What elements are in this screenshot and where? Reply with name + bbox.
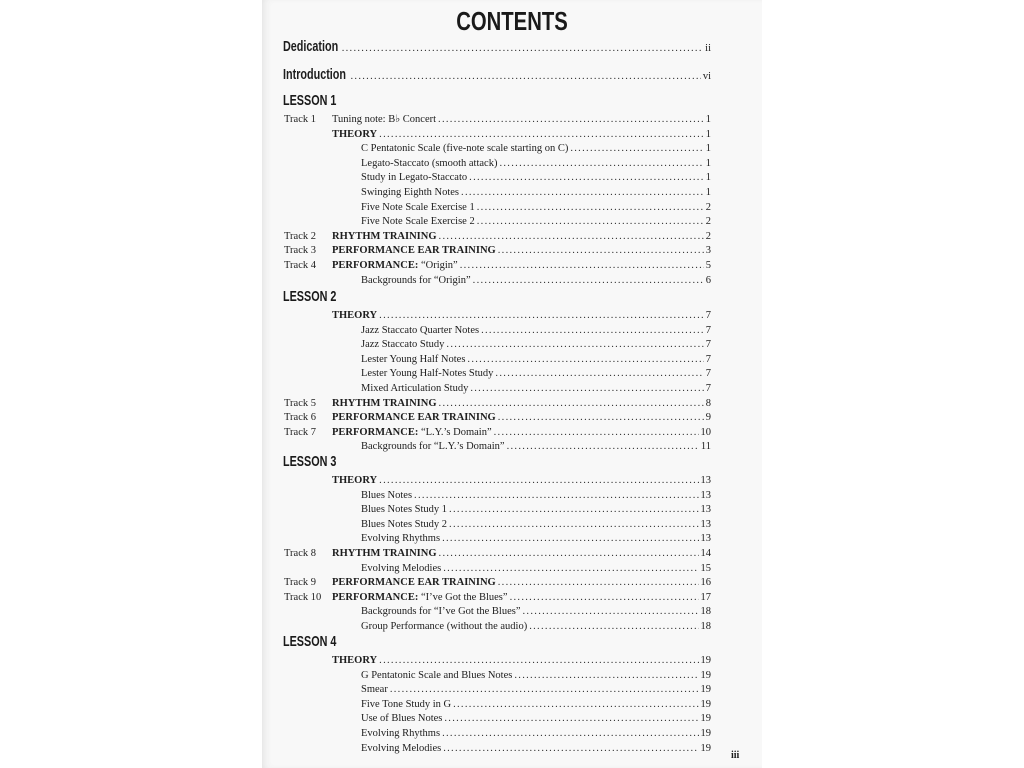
toc-entry-page: 18 (700, 606, 711, 618)
toc-entry-title (361, 201, 475, 215)
toc-entry-label: Five Note Scale Exercise 1 (361, 201, 475, 213)
toc-entry-page: 16 (700, 577, 711, 589)
leader-dots (439, 397, 704, 411)
toc-entry-label: “L.Y.’s Domain” (418, 426, 492, 438)
toc-entry-page: vi (702, 71, 711, 82)
lesson-heading: LESSON 2 (283, 288, 337, 305)
toc-entry-section: THEORY (332, 128, 378, 140)
toc-entry-title (361, 186, 459, 200)
toc-entry[interactable] (361, 186, 711, 200)
toc-entry-page: 14 (700, 548, 711, 559)
toc-entry[interactable] (361, 274, 711, 288)
toc-entry-title (332, 309, 377, 323)
toc-entry[interactable] (332, 259, 711, 273)
toc-entry-section: THEORY (332, 475, 378, 486)
toc-entry[interactable] (332, 244, 711, 258)
toc-entry-title (361, 215, 475, 229)
toc-entry-title (361, 562, 441, 576)
leader-dots (510, 591, 699, 605)
toc-entry-label: Lester Young Half-Notes Study (361, 368, 494, 380)
toc-entry-label: Blues Notes Study 2 (361, 518, 448, 530)
toc-entry-label: C Pentatonic Scale (five-note scale starting on C) (361, 143, 569, 155)
toc-entry[interactable] (361, 683, 711, 697)
toc-entry[interactable] (361, 338, 711, 352)
toc-entry-page: 3 (705, 245, 711, 257)
leader-dots (473, 274, 704, 288)
toc-entry-title (332, 230, 437, 244)
track-label: Track 8 (284, 548, 316, 559)
toc-entry-page: 7 (705, 368, 711, 380)
toc-entry[interactable] (332, 426, 711, 440)
toc-entry-page: 10 (700, 426, 711, 438)
toc-entry-title (332, 474, 377, 488)
leader-dots (477, 201, 704, 215)
toc-entry-label: Evolving Rhythms (361, 533, 441, 545)
toc-entry-label: Evolving Melodies (361, 742, 442, 754)
toc-entry-section: RHYTHM TRAINING (332, 230, 437, 242)
toc-entry-dedication[interactable] (283, 40, 711, 54)
leader-dots (498, 411, 704, 425)
toc-entry-title (361, 605, 521, 619)
toc-entry-label: Mixed Articulation Study (361, 383, 469, 394)
toc-entry-page: 19 (700, 728, 711, 739)
toc-entry-page: 19 (700, 713, 711, 725)
toc-entry[interactable] (361, 518, 711, 532)
leader-dots (570, 142, 703, 156)
toc-entry-page: 19 (700, 698, 711, 710)
toc-entry-title (361, 712, 442, 726)
page-title: CONTENTS (456, 6, 568, 36)
toc-entry-label: Tuning note: B♭ Concert (332, 114, 437, 125)
toc-entry[interactable] (361, 201, 711, 215)
toc-entry-title (361, 620, 527, 634)
leader-dots (529, 620, 698, 634)
toc-entry-title (332, 654, 377, 668)
leader-dots (453, 698, 698, 712)
toc-entry-page: 19 (700, 742, 711, 754)
track-label: Track 10 (284, 591, 322, 603)
toc-entry-label: Swinging Eighth Notes (361, 187, 460, 198)
leader-dots (350, 70, 700, 84)
leader-dots (443, 742, 698, 756)
toc-entry-title (361, 489, 412, 503)
toc-entry[interactable] (361, 382, 711, 396)
toc-entry[interactable] (361, 620, 711, 634)
toc-entry[interactable] (361, 742, 711, 756)
toc-entry-page: 9 (705, 412, 711, 424)
toc-entry-page: 6 (705, 274, 711, 286)
leader-dots (439, 230, 704, 244)
toc-entry-page: 13 (700, 518, 711, 530)
toc-entry[interactable] (361, 489, 711, 503)
toc-entry-title (361, 142, 568, 156)
toc-entry[interactable] (361, 324, 711, 338)
toc-entry-page: 1 (705, 143, 711, 155)
leader-dots (470, 382, 703, 396)
toc-entry-page: 11 (700, 441, 711, 453)
leader-dots (498, 576, 699, 590)
leader-dots (507, 440, 699, 454)
leader-dots (443, 562, 698, 576)
toc-entry-section: PERFORMANCE EAR TRAINING (332, 577, 496, 589)
track-label: Track 3 (284, 245, 316, 257)
toc-entry-label: Backgrounds for “L.Y.’s Domain” (361, 441, 505, 453)
toc-entry-label: “Origin” (418, 260, 458, 271)
toc-entry[interactable] (361, 367, 711, 381)
leader-dots (379, 128, 704, 142)
toc-entry-page: 2 (705, 230, 711, 242)
toc-entry-title (361, 157, 497, 171)
leader-dots (461, 186, 704, 200)
toc-entry-page: 1 (705, 187, 711, 198)
toc-entry-page: 7 (705, 310, 711, 321)
toc-entry-label: G Pentatonic Scale and Blues Notes (361, 669, 513, 681)
toc-entry-label: Five Note Scale Exercise 2 (361, 216, 475, 228)
toc-entry-title (332, 576, 496, 590)
toc-entry[interactable] (361, 142, 711, 156)
toc-entry-label: Legato-Staccato (smooth attack) (361, 157, 498, 169)
leader-dots (390, 683, 699, 697)
leader-dots (514, 669, 698, 683)
toc-entry-page: ii (705, 43, 711, 54)
toc-entry-page: 8 (705, 397, 711, 409)
lesson-heading: LESSON 1 (283, 92, 337, 109)
toc-entry[interactable] (332, 230, 711, 244)
toc-entry[interactable] (332, 309, 711, 323)
toc-entry-section: PERFORMANCE: (332, 591, 419, 603)
leader-dots (342, 42, 703, 56)
toc-entry-title (361, 727, 440, 741)
leader-dots (439, 547, 699, 561)
toc-entry-section: PERFORMANCE EAR TRAINING (332, 412, 496, 424)
toc-entry[interactable] (361, 171, 711, 185)
toc-entry[interactable] (361, 157, 711, 171)
toc-entry[interactable] (332, 591, 711, 605)
toc-entry-title (361, 518, 447, 532)
toc-entry[interactable] (361, 503, 711, 517)
toc-entry-title (361, 742, 441, 756)
toc-entry-title (361, 338, 444, 352)
lesson-heading: LESSON 3 (283, 453, 337, 470)
toc-entry-title (332, 426, 492, 440)
toc-entry-page: 17 (700, 591, 711, 603)
toc-entry[interactable] (361, 669, 711, 683)
toc-entry-page: 1 (705, 114, 711, 125)
toc-entry-page: 13 (700, 489, 711, 501)
leader-dots (499, 157, 703, 171)
track-label: Track 2 (284, 230, 316, 242)
toc-entry-label: Study in Legato-Staccato (361, 172, 468, 184)
track-label: Track 4 (284, 260, 316, 271)
leader-dots (379, 474, 698, 488)
toc-entry-title (361, 532, 440, 546)
toc-entry-title (332, 397, 437, 411)
toc-entry-title (361, 324, 479, 338)
toc-entry[interactable] (332, 576, 711, 590)
leader-dots (494, 426, 699, 440)
toc-entry-label: Jazz Staccato Quarter Notes (361, 324, 480, 336)
leader-dots (449, 518, 698, 532)
track-label: Track 9 (284, 577, 316, 589)
toc-entry-label: Jazz Staccato Study (361, 339, 445, 351)
toc-entry[interactable] (361, 727, 711, 741)
track-label: Track 1 (284, 114, 316, 125)
toc-entry[interactable] (332, 397, 711, 411)
toc-entry-page: 1 (705, 157, 711, 169)
toc-entry[interactable] (332, 474, 711, 488)
toc-entry[interactable] (332, 547, 711, 561)
leader-dots (446, 338, 703, 352)
leader-dots (460, 259, 704, 273)
toc-entry[interactable] (361, 532, 711, 546)
toc-entry-label: “I’ve Got the Blues” (418, 591, 508, 603)
toc-entry-section: THEORY (332, 310, 378, 321)
toc-entry[interactable] (332, 654, 711, 668)
toc-entry-section: RHYTHM TRAINING (332, 548, 437, 559)
leader-dots (498, 244, 704, 258)
toc-entry-label: Evolving Melodies (361, 562, 442, 574)
toc-entry-label: Lester Young Half Notes (361, 353, 466, 365)
toc-entry-label: Backgrounds for “Origin” (361, 274, 471, 286)
toc-entry-title (332, 259, 458, 273)
toc-entry-page: 1 (705, 128, 711, 140)
toc-entry-label: Backgrounds for “I’ve Got the Blues” (361, 606, 521, 618)
toc-entry-page: 19 (700, 655, 711, 666)
toc-entry-label: Five Tone Study in G (361, 698, 452, 710)
leader-dots (495, 367, 703, 381)
toc-entry-label: Introduction (283, 66, 346, 83)
track-label: Track 6 (284, 412, 316, 424)
toc-entry-page: 2 (705, 216, 711, 228)
toc-entry[interactable] (332, 128, 711, 142)
toc-entry[interactable] (361, 215, 711, 229)
toc-entry-section: PERFORMANCE: (332, 260, 419, 271)
toc-entry-page: 7 (705, 339, 711, 351)
toc-entry-page: 7 (705, 353, 711, 365)
leader-dots (414, 489, 698, 503)
leader-dots (467, 353, 703, 367)
leader-dots (442, 532, 698, 546)
toc-entry-label: Use of Blues Notes (361, 713, 443, 725)
toc-entry-title (361, 353, 465, 367)
toc-entry-title (361, 367, 493, 381)
page-number: iii (731, 750, 740, 761)
leader-dots (379, 309, 704, 323)
toc-entry-page: 7 (705, 383, 711, 394)
toc-entry-title (361, 440, 505, 454)
toc-entry[interactable] (332, 113, 711, 127)
toc-entry-label: Blues Notes (361, 489, 413, 501)
toc-entry-page: 7 (705, 324, 711, 336)
toc-entry-title (332, 547, 437, 561)
toc-entry-page: 13 (700, 475, 711, 486)
leader-dots (449, 503, 698, 517)
toc-entry[interactable] (332, 411, 711, 425)
toc-entry-page: 13 (700, 533, 711, 545)
track-label: Track 5 (284, 397, 316, 409)
leader-dots (481, 324, 704, 338)
toc-entry-page: 2 (705, 201, 711, 213)
toc-entry-title (361, 503, 447, 517)
track-label: Track 7 (284, 426, 316, 438)
toc-entry[interactable] (361, 605, 711, 619)
toc-entry-section: PERFORMANCE EAR TRAINING (332, 245, 496, 257)
toc-entry-title (332, 411, 496, 425)
leader-dots (523, 605, 699, 619)
toc-entry-page: 1 (705, 172, 711, 184)
toc-entry-page: 5 (705, 260, 711, 271)
toc-entry[interactable] (361, 353, 711, 367)
leader-dots (442, 727, 698, 741)
toc-entry-section: RHYTHM TRAINING (332, 397, 437, 409)
toc-entry-page: 19 (700, 669, 711, 681)
toc-entry-label: Blues Notes Study 1 (361, 504, 448, 516)
toc-entry-label: Evolving Rhythms (361, 728, 441, 739)
toc-entry-title (361, 698, 451, 712)
toc-entry[interactable] (361, 562, 711, 576)
toc-entry-title (361, 669, 512, 683)
toc-entry-page: 15 (700, 562, 711, 574)
toc-entry-page: 13 (700, 504, 711, 516)
toc-entry-label: Group Performance (without the audio) (361, 621, 528, 632)
toc-entry-page: 18 (700, 621, 711, 632)
toc-entry-title (361, 171, 467, 185)
lesson-heading: LESSON 4 (283, 633, 337, 650)
leader-dots (379, 654, 698, 668)
toc-entry-title (332, 244, 496, 258)
toc-entry-section: THEORY (332, 655, 378, 666)
leader-dots (469, 171, 704, 185)
toc-entry-title (332, 128, 377, 142)
leader-dots (477, 215, 704, 229)
toc-entry-section: PERFORMANCE: (332, 426, 419, 438)
toc-entry-title (361, 683, 388, 697)
toc-entry[interactable] (361, 712, 711, 726)
leader-dots (438, 113, 704, 127)
toc-entry-title (332, 113, 436, 127)
toc-entry-page: 19 (700, 684, 711, 696)
toc-entry[interactable] (361, 440, 711, 454)
toc-entry-title (332, 591, 508, 605)
toc-entry-label: Smear (361, 684, 388, 696)
toc-entry-title (361, 382, 468, 396)
leader-dots (444, 712, 698, 726)
toc-entry-introduction[interactable] (283, 68, 711, 82)
toc-entry[interactable] (361, 698, 711, 712)
toc-entry-label: Dedication (283, 38, 339, 55)
toc-entry-title (361, 274, 471, 288)
